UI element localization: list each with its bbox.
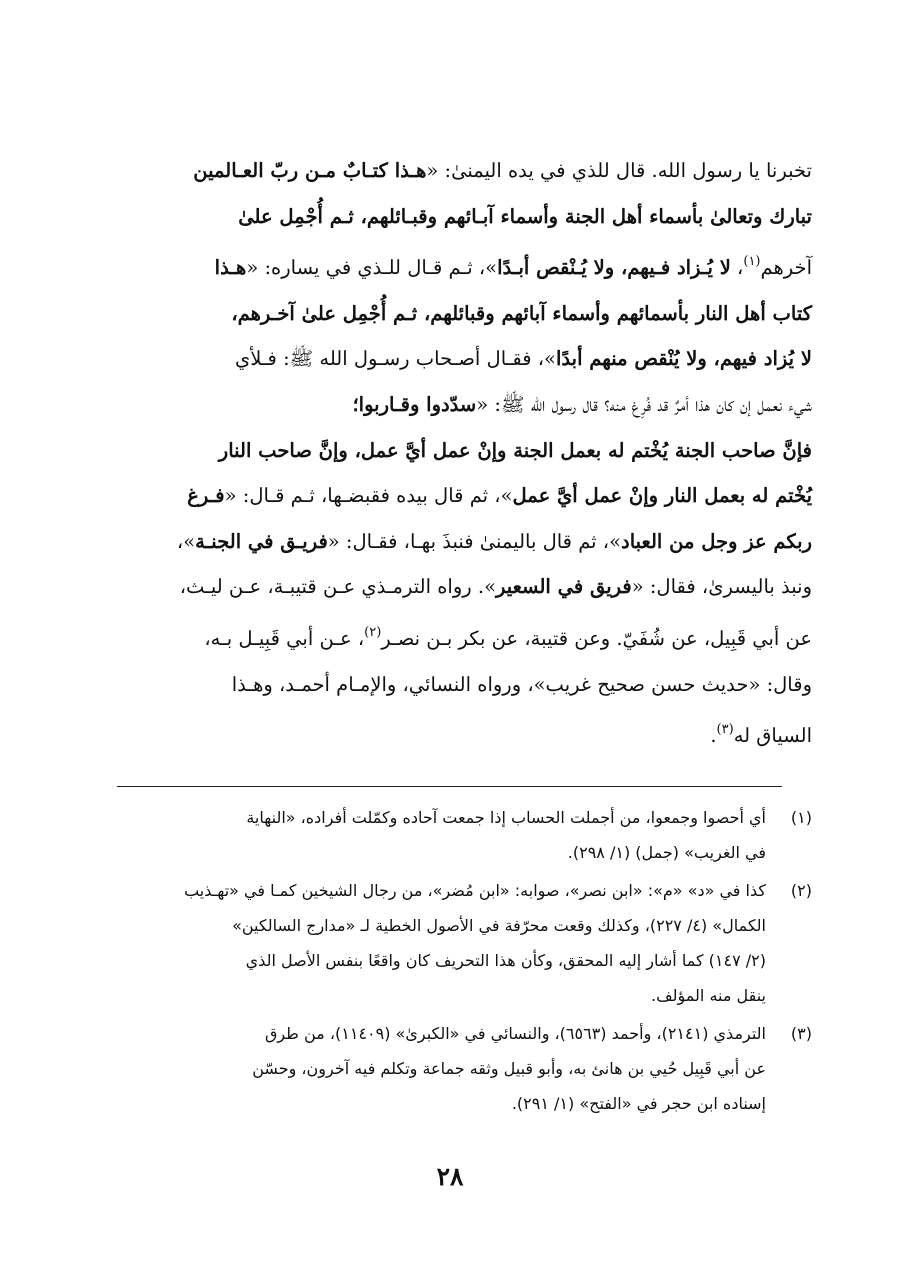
footnote-3 [88,1016,812,1121]
footnote-ref: (١) [743,254,761,270]
footnote-number: (٣) [790,1024,812,1043]
text-line: وقال: «حديث حسن صحيح غريب»، ورواه النسائي، والإمـام أحمـد، وهـذا [231,672,812,696]
footnote-line: (٢/ ١٤٧) كما أشار إليه المحقق، وكأن هذا التحريف كان واقعًا بنفس الأصل الذي [245,951,766,970]
footnote-line: ينقل منه المؤلف. [651,986,766,1005]
page-number: ٢٨ [436,1162,464,1191]
text-line: تبارك وتعالىٰ بأسماء أهل الجنة وأسماء آبـائهم وقبـائلهم، ثـم أُجْمِل علىٰ [238,204,812,228]
footnote-number: (٢) [790,881,812,900]
text-line: ونبذ باليسرىٰ، فقال: «فريق في السعير». رواه الترمـذي عـن قتيبـة، عـن ليـث، [179,575,812,599]
text-line: فإنَّ صاحب الجنة يُخْتم له بعمل الجنة وإنْ عمل أيَّ عمل، وإنَّ صاحب النار [218,438,812,462]
footnote-number: (١) [790,808,812,827]
footnote-line: عن أبي قَبِيل حُيي بن هانئ به، وأبو قبيل وثقه جماعة وتكلم فيه آخرون، وحسّن [252,1059,766,1078]
footnote-ref: (٣) [716,722,734,738]
text-line: لا يُزاد فيهم، ولا يُنْقص منهم أبدًا»، فقـال أصـحاب رسـول الله ﷺ: فـلأي [234,347,812,371]
text-line: شيء نعمل إن كان هذا أمرٌ قد فُرِغ منه؟ قال رسول الله ﷺ: «سدّدوا وقـاربوا؛ [352,392,812,416]
footnote-2 [88,873,812,1013]
footnote-line: في الغريب» (جمل) (١/ ٢٩٨). [567,843,766,862]
footnote-divider [117,786,782,787]
text-line: يُخْتم له بعمل النار وإنْ عمل أيَّ عمل»، ثم قال بيده فقبضـها، ثـم قـال: «فـرغ [187,484,812,508]
footnote-line: الكمال» (٤/ ٢٢٧)، وكذلك وقعت محرّفة في الأصول الخطية لـ «مدارج السالكين» [232,916,766,935]
footnote-1 [88,800,812,870]
text-line: عن أبي قَبِيل، عن شُفَيّ. وعن قتيبة، عن بكر بـن نصـر$^{(٢)}$، عـن أبي قَبِيـل بـه، [204,624,812,650]
footnote-line: كذا في «د» «م»: «ابن نصر»، صوابه: «ابن مُضر»، من رجال الشيخين كمـا في «تهـذيب [184,881,766,900]
footnote-line: أي أحصوا وجمعوا، من أجملت الحساب إذا جمعت آحاده وكمّلت أفراده، «النهاية [246,808,766,827]
text-line: آخرهم$^{(١)}$، لا يُـزاد فـيهم، ولا يُـنْقص أبـدًا»، ثـم قـال للـذي في يساره: «هـذا [214,254,812,280]
text-line: السياق له$^{(٣)}$. [710,722,812,748]
text-line: ربكم عز وجل من العباد»، ثم قال باليمنىٰ فنبذَ بهـا، فقـال: «فريـق في الجنـة»، [176,529,812,553]
main-body-text [88,148,812,759]
footnote-ref: (٢) [364,624,382,640]
text-line: كتاب أهل النار بأسمائهم وأسماء آبائهم وقبائلهم، ثـم أُجْمِل علىٰ آخـرهم، [231,301,812,325]
footnotes [88,800,812,1124]
footnote-line: الترمذي (٢١٤١)، وأحمد (٦٥٦٣)، والنسائي في «الكبرىٰ» (١١٤٠٩)، من طرق [264,1024,766,1043]
footnote-line: إسناده ابن حجر في «الفتح» (١/ ٢٩١). [511,1094,766,1113]
text-line: تخبرنا يا رسول الله. قال للذي في يده اليمنىٰ: «هـذا كتـابٌ مـن ربّ العـالمين [193,159,812,182]
